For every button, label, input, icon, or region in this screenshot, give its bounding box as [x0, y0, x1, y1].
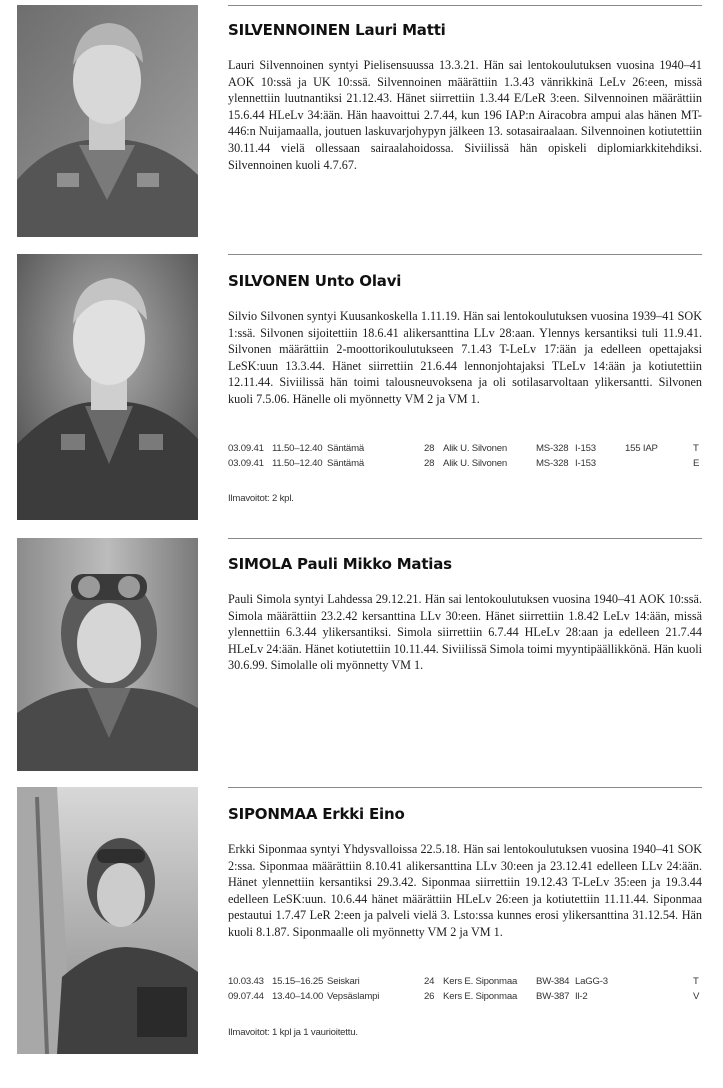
record-place: Säntämä [327, 443, 364, 454]
record-row [228, 458, 702, 473]
record-time: 13.40–14.00 [272, 991, 324, 1002]
record-pilot: Kers E. Siponmaa [443, 976, 518, 987]
record-plane: BW-387 [536, 991, 570, 1002]
person-name: SILVONEN Unto Olavi [228, 272, 402, 290]
record-row [228, 443, 702, 458]
record-place: Säntämä [327, 458, 364, 469]
record-squadron: 28 [424, 458, 435, 469]
record-result: V [693, 991, 700, 1002]
record-date: 03.09.41 [228, 443, 264, 454]
person-name: SILVENNOINEN Lauri Matti [228, 21, 446, 39]
person-name: SIMOLA Pauli Mikko Matias [228, 555, 452, 573]
portrait-photo [17, 5, 198, 237]
record-squadron: 28 [424, 443, 435, 454]
section-divider [228, 538, 702, 539]
victory-records [228, 976, 702, 1006]
record-time: 11.50–12.40 [272, 458, 323, 469]
section-divider [228, 787, 702, 788]
record-pilot: Kers E. Siponmaa [443, 991, 518, 1002]
section-divider [228, 254, 702, 255]
biography-text: Erkki Siponmaa syntyi Yhdysvalloissa 22.5.18. Hän sai lentokoulutuksen vuosina 1940–41 SOK 2:ssa. Siponmaa määrättiin 8.10.41 alikersanttina LLv 30:een ja 23.12.41 edelleen LLv 24:ään. Hänet ylennettiin kersantiksi 29.3.42. Siponmaa siirrettiin 19.12.43 T-LeLv 35:een ja 19.3.44 edelleen LeSK:uun. 10.6.44 hänet määrättiin HLeLv 26:een ja kotiutettiin 11.11.44. Siponmaa pestautui 1.7.47 LeR 2:een ja palveli vielä 3. Lsto:ssa kunnes erosi ylikersanttina 31.12.54. Hän kuoli 8.1.87. Siponmaalle oli myönnetty VM 2 ja VM 1. [228, 842, 702, 939]
record-enemy-type: Il-2 [575, 991, 588, 1002]
record-plane: MS-328 [536, 443, 569, 454]
biography-text: Lauri Silvennoinen syntyi Pielisensuussa 13.3.21. Hän sai lentokoulutuksen vuosina 1940–41 AOK 10:ssä ja UK 10:ssä. Silvennoinen määrättiin 1.3.43 vänrikkinä LeLv 26:een, missä ylennettiin luutnantiksi 21.12.43. Hänet siirrettiin 1.3.44 E/LeR 3:een. Silvennoinen määrättiin 15.6.44 HLeLv 34:ään. Hän haavoittui 2.7.44, kun 196 IAP:n Airacobra ampui alas hänen MT-446:n Nuijamaalla, joutuen laskuvarjohypyn jälkeen 13. sotasairaalaan. Silvennoinen kotiutettiin 30.11.44 vielä ollessaan sairaalahoidossa. Siviilissä hän opiskeli diplomiarkkitehdiksi. Silvennoinen kuoli 4.7.67. [228, 58, 702, 172]
biography-text: Pauli Simola syntyi Lahdessa 29.12.21. Hän sai lentokoulutuksen vuosina 1940–41 AOK 10:ssä. Simola määrättiin 23.2.42 kersanttina LLv 30:een. Hänet siirrettiin 1.8.42 LeLv 14:ään, missä ylennettiin 6.3.44 ylikersantiksi. Simola siirrettiin 6.7.44 HLeLv 28:aan ja edelleen 21.7.44 HLeLv 24:ään. Hänet kotiutettiin 10.11.44. Siviilissä Simola toimi myyntipäällikkönä. Hän kuoli 30.6.99. Simolalle oli myönnetty VM 1. [228, 592, 702, 673]
record-date: 03.09.41 [228, 458, 264, 469]
record-result: T [693, 443, 699, 454]
record-enemy-type: I-153 [575, 458, 596, 469]
record-squadron: 26 [424, 991, 435, 1002]
record-pilot: Alik U. Silvonen [443, 443, 507, 454]
portrait-photo [17, 787, 198, 1054]
record-pilot: Alik U. Silvonen [443, 458, 507, 469]
record-time: 11.50–12.40 [272, 443, 323, 454]
person-name: SIPONMAA Erkki Eino [228, 805, 405, 823]
record-date: 10.03.43 [228, 976, 264, 987]
victory-records [228, 443, 702, 473]
record-enemy-type: I-153 [575, 443, 596, 454]
victory-count: Ilmavoitot: 1 kpl ja 1 vaurioitettu. [228, 1027, 358, 1038]
portrait-photo [17, 254, 198, 520]
record-place: Vepsäslampi [327, 991, 380, 1002]
section-divider [228, 5, 702, 6]
victory-count: Ilmavoitot: 2 kpl. [228, 493, 294, 504]
portrait-photo [17, 538, 198, 771]
record-plane: BW-384 [536, 976, 570, 987]
record-result: E [693, 458, 700, 469]
record-enemy-unit: 155 IAP [625, 443, 658, 454]
record-result: T [693, 976, 699, 987]
record-row [228, 991, 702, 1006]
record-squadron: 24 [424, 976, 435, 987]
record-plane: MS-328 [536, 458, 569, 469]
record-place: Seiskari [327, 976, 360, 987]
record-date: 09.07.44 [228, 991, 264, 1002]
record-enemy-type: LaGG-3 [575, 976, 608, 987]
record-time: 15.15–16.25 [272, 976, 324, 987]
record-row [228, 976, 702, 991]
biography-text: Silvio Silvonen syntyi Kuusankoskella 1.11.19. Hän sai lentokoulutuksen vuosina 1939–41 SOK 1:ssä. Silvonen sijoitettiin 18.6.41 alikersanttina LLv 28:aan. Ylennys kersantiksi tuli 11.9.41. Silvonen määrättiin 2-moottorikoulutukseen 7.1.43 T-LeLv 17:ään ja edelleen opettajaksi LeSK:uun 13.3.44. Hänet siirrettiin 21.6.44 lennonjohtajaksi TLeLv 14:ään ja kotiutettiin 12.11.44. Siviilissä hän toimi talousneuvoksena ja oli sotilasarvoltaan ylikersantti. Silvonen kuoli 7.5.06. Hänelle oli myönnetty VM 2 ja VM 1. [228, 309, 702, 406]
